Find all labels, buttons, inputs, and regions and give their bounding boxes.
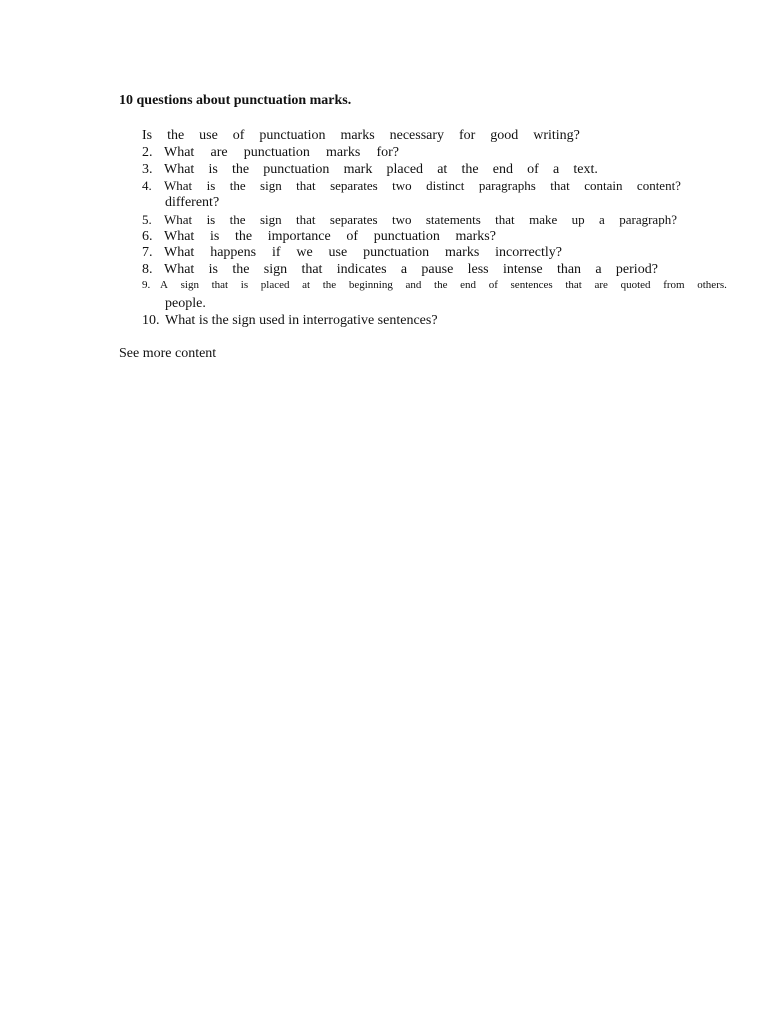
word: intense	[502, 262, 543, 277]
word: a	[400, 262, 408, 277]
question-7-text	[164, 245, 562, 261]
word: happens	[210, 245, 257, 260]
see-more-link[interactable]: See more content	[119, 346, 217, 361]
word: Is	[142, 128, 153, 143]
question-4-number: 4.	[142, 178, 152, 193]
word: What	[164, 262, 195, 277]
word: marks?	[455, 229, 496, 244]
word: good	[490, 128, 519, 143]
question-4	[142, 178, 681, 194]
word: pause	[421, 262, 454, 277]
word: What	[164, 245, 195, 260]
question-7	[142, 245, 562, 261]
word: that	[296, 212, 316, 227]
word: others.	[697, 279, 727, 291]
word: the	[232, 162, 250, 177]
word: are	[594, 279, 608, 291]
word: What	[164, 162, 195, 177]
word: punctuation	[363, 245, 430, 260]
word: is	[209, 229, 220, 244]
word: a	[599, 212, 605, 227]
word: less	[467, 262, 489, 277]
word: importance	[267, 229, 331, 244]
word: at	[437, 162, 448, 177]
word: statements	[425, 212, 481, 227]
word: contain	[584, 178, 623, 193]
question-3-text	[164, 162, 598, 178]
word: necessary	[389, 128, 445, 143]
word: text.	[573, 162, 598, 177]
document-title: 10 questions about punctuation marks.	[119, 93, 352, 108]
word: sentences	[510, 279, 553, 291]
word: that	[550, 178, 570, 193]
word: mark	[343, 162, 373, 177]
word: is	[208, 162, 218, 177]
word: sign	[259, 212, 282, 227]
word: is	[206, 212, 216, 227]
word: punctuation	[259, 128, 326, 143]
word: incorrectly?	[495, 245, 562, 260]
word: punctuation	[243, 145, 310, 160]
word: sign	[180, 279, 199, 291]
word: that	[296, 178, 316, 193]
word: for	[459, 128, 476, 143]
word: separates	[330, 178, 378, 193]
word: use	[328, 245, 348, 260]
word: What	[164, 145, 195, 160]
word: quoted	[620, 279, 651, 291]
word: period?	[615, 262, 658, 277]
word: use	[199, 128, 218, 143]
word: make	[529, 212, 558, 227]
question-2-text	[164, 145, 399, 161]
question-5-number: 5.	[142, 212, 152, 227]
word: is	[208, 262, 218, 277]
word: paragraphs	[478, 178, 536, 193]
word: separates	[329, 212, 378, 227]
question-9-continuation: people.	[165, 296, 206, 311]
word: at	[302, 279, 311, 291]
question-6-number: 6.	[142, 229, 153, 244]
word: of	[232, 128, 245, 143]
word: marks	[340, 128, 375, 143]
word: beginning	[348, 279, 393, 291]
word: sign	[263, 262, 288, 277]
word: if	[271, 245, 281, 260]
word: the	[322, 279, 337, 291]
word: the	[232, 262, 250, 277]
word: two	[392, 178, 412, 193]
word: distinct	[426, 178, 465, 193]
word: What	[164, 212, 193, 227]
word: than	[556, 262, 582, 277]
word: indicates	[336, 262, 387, 277]
question-10-number: 10.	[142, 313, 160, 328]
word: What	[164, 178, 193, 193]
word: the	[434, 279, 448, 291]
word: punctuation	[263, 162, 330, 177]
word: end	[460, 279, 477, 291]
word: a	[553, 162, 560, 177]
question-9	[142, 279, 727, 292]
question-2-number: 2.	[142, 145, 153, 160]
word: is	[206, 178, 216, 193]
question-10-text: What is the sign used in interrogative sentences?	[165, 313, 438, 328]
word: paragraph?	[619, 212, 677, 227]
question-5	[142, 212, 677, 228]
word: marks	[445, 245, 480, 260]
word: the	[229, 178, 246, 193]
word: the	[167, 128, 185, 143]
question-4-continuation: different?	[165, 195, 220, 210]
word: from	[663, 279, 685, 291]
word: end	[492, 162, 513, 177]
word: that	[211, 279, 229, 291]
word: two	[391, 212, 412, 227]
word: and	[405, 279, 422, 291]
word: a	[595, 262, 602, 277]
word: What	[164, 229, 195, 244]
word: content?	[636, 178, 681, 193]
question-2	[142, 145, 399, 161]
question-8	[142, 262, 658, 278]
question-3-number: 3.	[142, 162, 153, 177]
word: of	[527, 162, 539, 177]
question-6-text	[164, 229, 496, 245]
word: of	[346, 229, 359, 244]
question-4-text	[164, 178, 681, 194]
word: sign	[260, 178, 282, 193]
question-7-number: 7.	[142, 245, 153, 260]
word: of	[488, 279, 498, 291]
word: up	[571, 212, 585, 227]
word: placed	[260, 279, 290, 291]
word: that	[301, 262, 323, 277]
word: placed	[386, 162, 424, 177]
question-8-number: 8.	[142, 262, 153, 277]
word: marks	[326, 145, 361, 160]
question-1	[142, 128, 580, 144]
question-9-text	[160, 279, 727, 292]
word: writing?	[533, 128, 580, 143]
question-5-text	[164, 212, 677, 228]
word: that	[495, 212, 515, 227]
word: punctuation	[373, 229, 440, 244]
word: for?	[376, 145, 399, 160]
question-3	[142, 162, 598, 178]
word: is	[240, 279, 249, 291]
question-1-text	[142, 128, 580, 144]
word: we	[296, 245, 313, 260]
question-10	[142, 313, 438, 329]
word: A	[160, 279, 168, 291]
word: the	[234, 229, 253, 244]
word: that	[565, 279, 582, 291]
question-9-number: 9.	[142, 279, 151, 291]
word: are	[210, 145, 228, 160]
question-6	[142, 229, 496, 245]
word: the	[461, 162, 479, 177]
question-8-text	[164, 262, 658, 278]
word: the	[229, 212, 246, 227]
